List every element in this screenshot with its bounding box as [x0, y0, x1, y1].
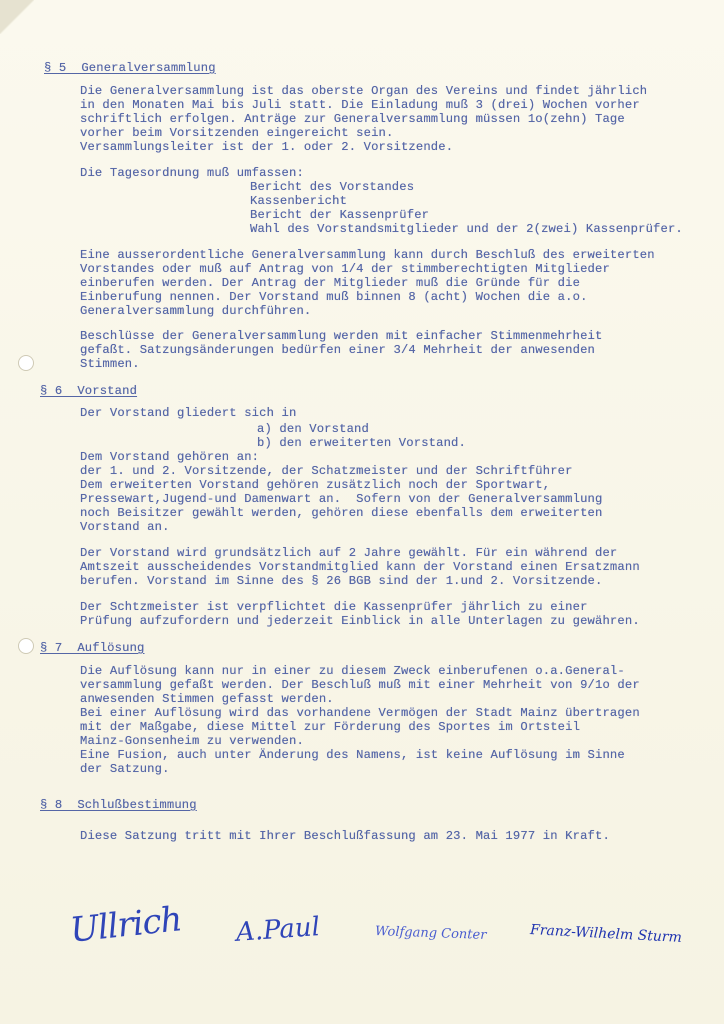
text-line: Der Schtzmeister ist verpflichtet die Kassenprüfer jährlich zu einer	[80, 600, 588, 614]
text-line: der 1. und 2. Vorsitzende, der Schatzmeister und der Schriftführer	[80, 464, 573, 478]
text-line: Beschlüsse der Generalversammlung werden mit einfacher Stimmenmehrheit	[80, 329, 603, 343]
signature: Wolfgang Conter	[374, 924, 487, 943]
signature: Ullrich	[68, 899, 184, 951]
signature: Franz-Wilhelm Sturm	[529, 922, 683, 946]
text-line: Dem erweiterten Vorstand gehören zusätzlich noch der Sportwart,	[80, 478, 551, 492]
text-line: Pressewart,Jugend-und Damenwart an. Sofern von der Generalversammlung	[80, 492, 603, 506]
agenda-item: Kassenbericht	[250, 194, 348, 208]
text-line: anwesenden Stimmen gefasst werden.	[80, 692, 334, 706]
agenda-item: Wahl des Vorstandsmitglieder und der 2(zwei) Kassenprüfer.	[250, 222, 683, 236]
text-line: mit der Maßgabe, diese Mittel zur Förderung des Sportes im Ortsteil	[80, 720, 581, 734]
text-line: Bei einer Auflösung wird das vorhandene Vermögen der Stadt Mainz übertragen	[80, 706, 640, 720]
text-line: der Satzung.	[80, 762, 170, 776]
text-line: Vorstandes oder muß auf Antrag von 1/4 der stimmberechtigten Mitglieder	[80, 262, 610, 276]
text-line: Die Tagesordnung muß umfassen:	[80, 166, 304, 180]
text-line: Diese Satzung tritt mit Ihrer Beschlußfassung am 23. Mai 1977 in Kraft.	[80, 829, 610, 843]
text-line: Die Generalversammlung ist das oberste Organ des Vereins und findet jährlich	[80, 84, 648, 98]
section-heading: § 8 Schlußbestimmung	[40, 798, 197, 812]
list-item: a) den Vorstand	[257, 422, 369, 436]
text-line: vorher beim Vorsitzenden eingereicht sein.	[80, 126, 394, 140]
text-line: Vorstand an.	[80, 520, 170, 534]
list-item: b) den erweiterten Vorstand.	[257, 436, 466, 450]
text-line: einberufen werden. Der Antrag der Mitglieder muß die Gründe für die	[80, 276, 581, 290]
page-corner	[0, 0, 34, 34]
text-line: Einberufung nennen. Der Vorstand muß binnen 8 (acht) Wochen die a.o.	[80, 290, 588, 304]
punch-hole	[18, 355, 34, 371]
text-line: Eine ausserordentliche Generalversammlung kann durch Beschluß des erweiterten	[80, 248, 655, 262]
text-line: Der Vorstand wird grundsätzlich auf 2 Jahre gewählt. Für ein während der	[80, 546, 618, 560]
section-heading: § 6 Vorstand	[40, 384, 138, 398]
text-line: in den Monaten Mai bis Juli statt. Die Einladung muß 3 (drei) Wochen vorher	[80, 98, 640, 112]
text-line: Mainz-Gonsenheim zu verwenden.	[80, 734, 304, 748]
text-line: Die Auflösung kann nur in einer zu diesem Zweck einberufenen o.a.General-	[80, 664, 625, 678]
text-line: Amtszeit ausscheidendes Vorstandmitglied kann der Vorstand einen Ersatzmann	[80, 560, 640, 574]
text-line: Der Vorstand gliedert sich in	[80, 406, 297, 420]
text-line: Stimmen.	[80, 357, 140, 371]
text-line: gefaßt. Satzungsänderungen bedürfen einer 3/4 Mehrheit der anwesenden	[80, 343, 595, 357]
signature: A.Paul	[235, 912, 321, 948]
text-line: Eine Fusion, auch unter Änderung des Namens, ist keine Auflösung im Sinne	[80, 748, 625, 762]
text-line: Prüfung aufzufordern und jederzeit Einblick in alle Unterlagen zu gewähren.	[80, 614, 640, 628]
section-heading: § 5 Generalversammlung	[44, 61, 216, 75]
text-line: versammlung gefaßt werden. Der Beschluß muß mit einer Mehrheit von 9/1o der	[80, 678, 640, 692]
agenda-item: Bericht des Vorstandes	[250, 180, 415, 194]
text-line: Dem Vorstand gehören an:	[80, 450, 260, 464]
text-line: schriftlich erfolgen. Anträge zur Generalversammlung müssen 1o(zehn) Tage	[80, 112, 625, 126]
section-heading: § 7 Auflösung	[40, 641, 145, 655]
text-line: Generalversammlung durchführen.	[80, 304, 312, 318]
text-line: Versammlungsleiter ist der 1. oder 2. Vorsitzende.	[80, 140, 454, 154]
punch-hole	[18, 638, 34, 654]
agenda-item: Bericht der Kassenprüfer	[250, 208, 430, 222]
text-line: berufen. Vorstand im Sinne des § 26 BGB sind der 1.und 2. Vorsitzende.	[80, 574, 603, 588]
text-line: noch Beisitzer gewählt werden, gehören diese ebenfalls dem erweiterten	[80, 506, 603, 520]
